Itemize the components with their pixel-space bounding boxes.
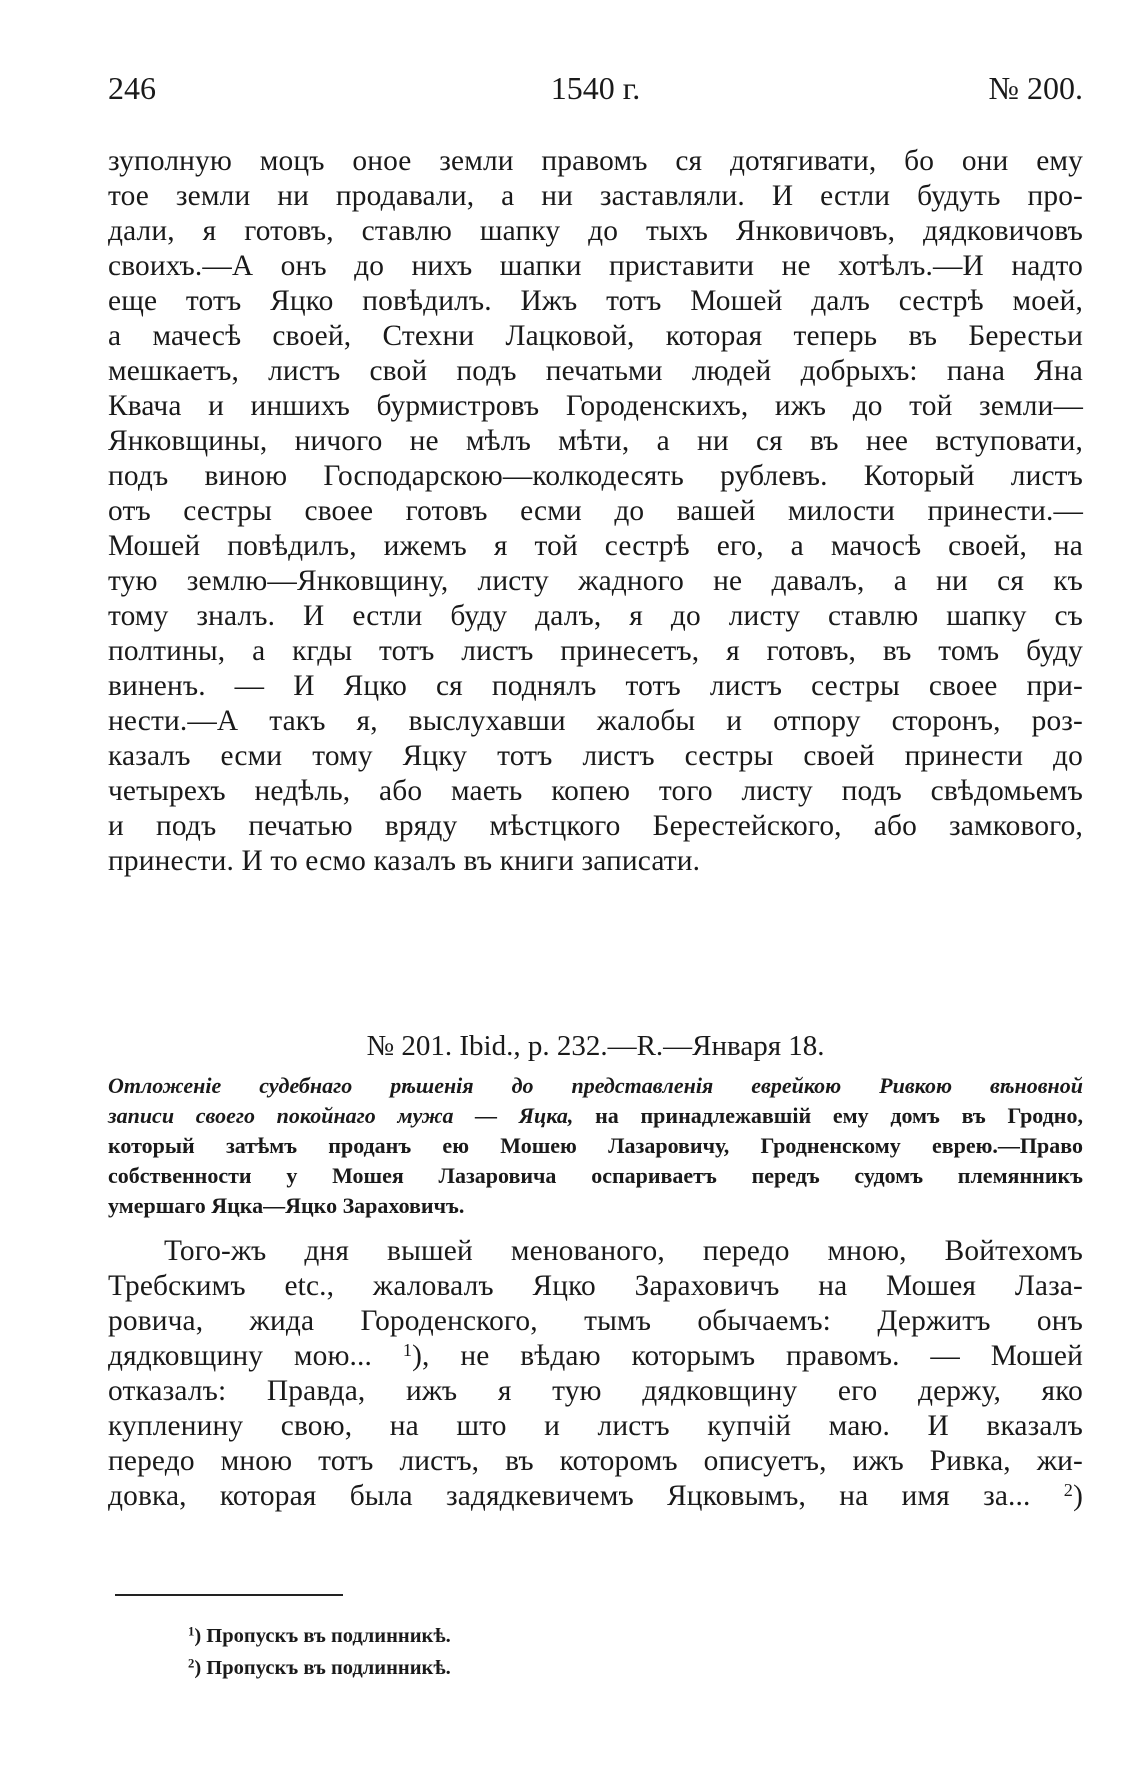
page-number: 246 [108, 70, 156, 106]
body-line: Мошей повѣдилъ, ижемъ я той сестрѣ его, а мачосѣ своей, на [108, 530, 1083, 562]
page-year: 1540 г. [550, 70, 641, 106]
body-line: Требскимъ etc., жаловалъ Яцко Зараховичъ на Мошея Лаза- [108, 1270, 1083, 1302]
body-line: и подъ печатью вряду мѣстцкого Берестейского, або замкового, [108, 810, 1083, 842]
summary-fragment: на принадлежавшій ему домъ въ Гродно, [573, 1103, 1083, 1128]
body-line: тую землю—Янковщину, листу жадного не давалъ, а ни ся къ [108, 565, 1083, 597]
footnote-ref: 2 [1063, 1479, 1074, 1500]
body-line: полтины, а кгды тотъ листъ принесетъ, я готовъ, въ томъ буду [108, 635, 1083, 667]
body-line: отказалъ: Правда, ижъ я тую дядковщину его держу, яко [108, 1375, 1083, 1407]
footnote-ref: 1 [402, 1339, 413, 1360]
body-line: купленину свою, на што и листъ купчій маю. И вказалъ [108, 1410, 1083, 1442]
document-heading: № 201. Ibid., p. 232.—R.—Января 18. [366, 1030, 825, 1062]
footnote-text: ) Пропускъ въ подлинникѣ. [194, 1625, 451, 1647]
body-line: нести.—А такъ я, выслухавши жалобы и отпору сторонъ, роз- [108, 705, 1083, 737]
body-line: подъ виною Господарскою—колкодесять рублевъ. Который листъ [108, 460, 1083, 492]
footnote-text: ) Пропускъ въ подлинникѣ. [194, 1657, 451, 1679]
summary-line: Отложеніе судебнаго рѣшенія до представленія еврейкою Ривкою вѣновной [108, 1073, 1083, 1098]
summary-line [108, 1103, 1083, 1129]
body-line: виненъ. — И Яцко ся поднялъ тотъ листъ сестры своее при- [108, 670, 1083, 702]
text-fragment: дядковщину мою... [108, 1340, 403, 1372]
footnote-divider [115, 1594, 343, 1596]
body-line: тому зналъ. И естли буду далъ, я до листу ставлю шапку съ [108, 600, 1083, 632]
body-line: своихъ.—А онъ до нихъ шапки приставити не хотѣлъ.—И надто [108, 250, 1083, 282]
body-line: еще тотъ Яцко повѣдилъ. Ижъ тотъ Мошей далъ сестрѣ моей, [108, 285, 1083, 317]
text-fragment: ) [1073, 1480, 1083, 1512]
body-line: Квача и иншихъ бурмистровъ Городенскихъ, ижъ до той земли— [108, 390, 1083, 422]
text-fragment: довка, которая была задядкевичемъ Яцковымъ, на имя за... [108, 1480, 1064, 1512]
page-header [108, 70, 1083, 120]
body-line: Того-жъ дня вышей менованого, передо мною, Войтехомъ [164, 1235, 1083, 1267]
footnote [188, 1625, 451, 1648]
body-line: Янковщины, ничого не мѣлъ мѣти, а ни ся въ нее вступовати, [108, 425, 1083, 457]
body-line [108, 1340, 1083, 1373]
body-line: а мачесѣ своей, Стехни Лацковой, которая теперь въ Берестьи [108, 320, 1083, 352]
body-line: четырехъ недѣль, або маеть копею того листу подъ свѣдомьемъ [108, 775, 1083, 807]
summary-italic-fragment: записи своего покойнаго мужа — Яцка, [108, 1103, 574, 1128]
text-fragment: ), не вѣдаю которымъ правомъ. — Мошей [412, 1340, 1083, 1372]
body-line: передо мною тотъ листъ, въ которомъ описуетъ, ижъ Ривка, жи- [108, 1445, 1083, 1477]
body-line [108, 1480, 1083, 1513]
body-line: зуполную моцъ оное земли правомъ ся дотягивати, бо они ему [108, 145, 1083, 177]
summary-line: умершаго Яцка—Яцко Зараховичъ. [108, 1193, 465, 1218]
body-line: мешкаетъ, листъ свой подъ печатьми людей добрыхъ: пана Яна [108, 355, 1083, 387]
footnote [188, 1657, 451, 1680]
body-line: отъ сестры своее готовъ есми до вашей милости принести.— [108, 495, 1083, 527]
body-line: тое земли ни продавали, а ни заставляли. И естли будуть про- [108, 180, 1083, 212]
body-line: казалъ есми тому Яцку тотъ листъ сестры своей принести до [108, 740, 1083, 772]
summary-line: собственности у Мошея Лазаровича оспариваетъ передъ судомъ племянникъ [108, 1163, 1083, 1188]
footnote-mark: 2 [188, 1656, 195, 1671]
summary-line: который затѣмъ проданъ ею Мошею Лазаровичу, Гродненскому еврею.—Право [108, 1133, 1083, 1158]
body-line: принести. И то есмо казалъ въ книги записати. [108, 845, 701, 877]
footnote-mark: 1 [188, 1624, 195, 1639]
body-line: ровича, жида Городенского, тымъ обычаемъ: Держитъ онъ [108, 1305, 1083, 1337]
document-number: № 200. [988, 70, 1083, 106]
body-line: дали, я готовъ, ставлю шапку до тыхъ Янковичовъ, дядковичовъ [108, 215, 1083, 247]
